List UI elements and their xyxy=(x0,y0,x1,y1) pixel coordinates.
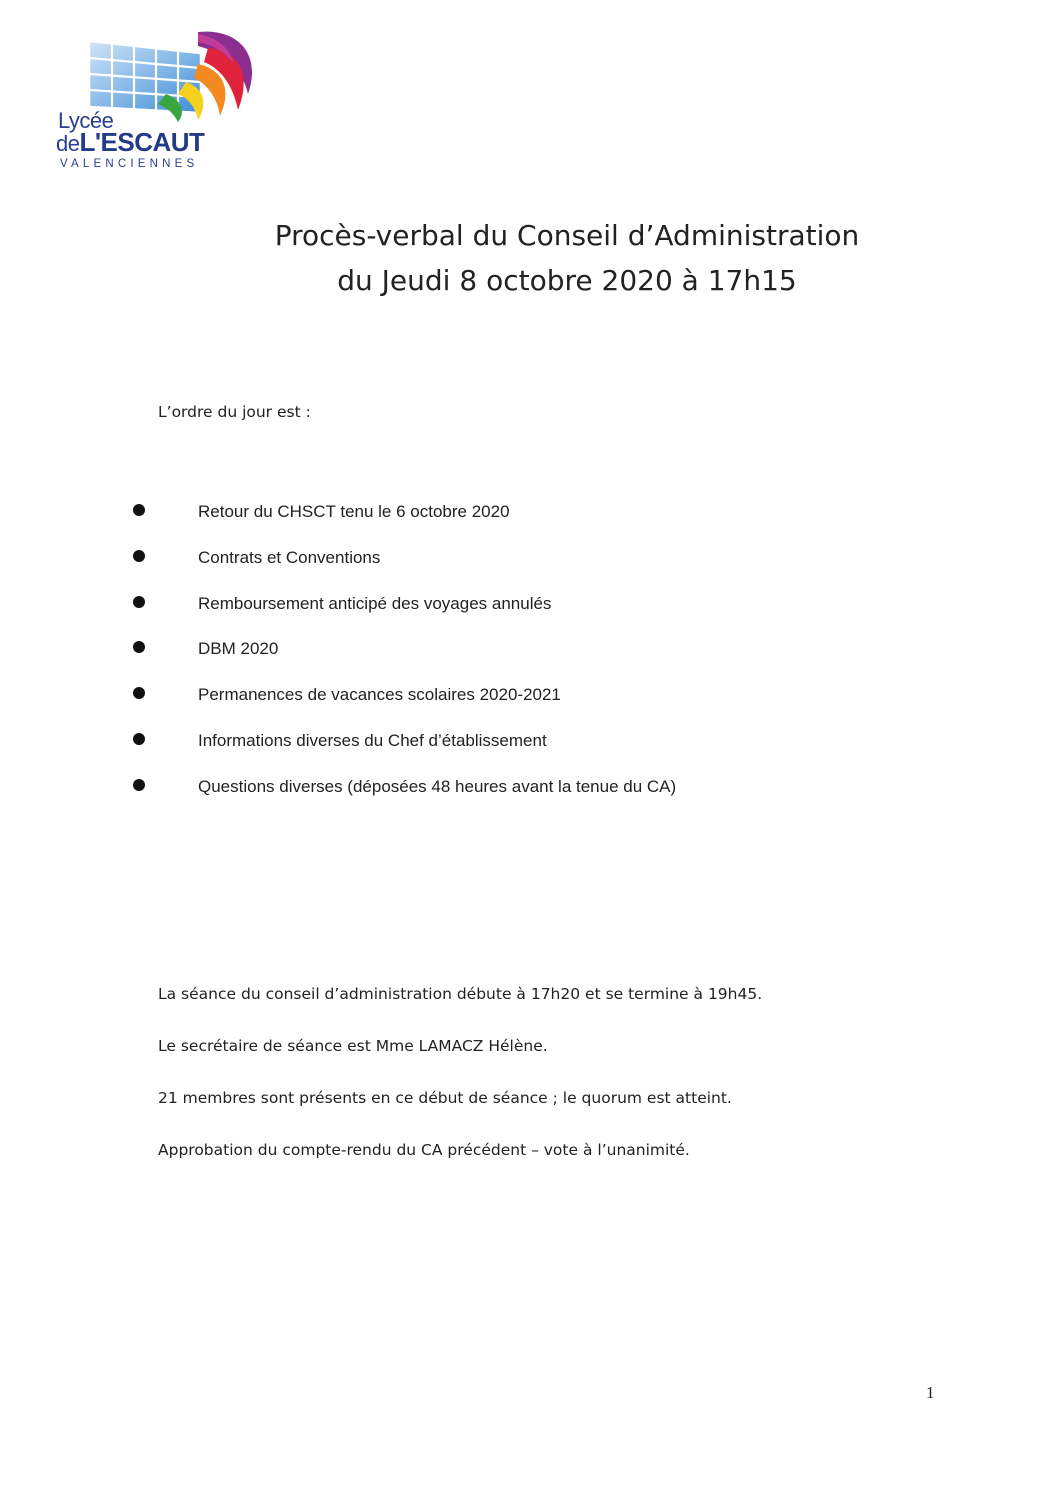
agenda-item-text: Contrats et Conventions xyxy=(198,547,381,567)
bullet-icon xyxy=(133,596,145,608)
title-line-1: Procès-verbal du Conseil d’Administration xyxy=(274,219,860,252)
agenda-item-text: Informations diverses du Chef d’établissement xyxy=(198,730,547,750)
bullet-icon xyxy=(133,779,145,791)
session-times-paragraph: La séance du conseil d’administration débute à 17h20 et se termine à 19h45. xyxy=(158,985,763,1003)
agenda-item-text: Remboursement anticipé des voyages annulés xyxy=(198,593,552,613)
secretary-paragraph: Le secrétaire de séance est Mme LAMACZ Hélène. xyxy=(158,1037,548,1055)
bullet-icon xyxy=(133,550,145,562)
logo-text-de: de xyxy=(56,131,80,156)
logo-text-name xyxy=(56,128,204,161)
logo-text-city: VALENCIENNES xyxy=(60,158,199,170)
page-number: 1 xyxy=(926,1383,935,1402)
school-logo xyxy=(48,24,258,174)
bullet-icon xyxy=(133,733,145,745)
agenda-item-text: Permanences de vacances scolaires 2020-2021 xyxy=(198,685,561,705)
title-line-2: du Jeudi 8 octobre 2020 à 17h15 xyxy=(337,264,797,297)
logo-text-lycee: Lycée xyxy=(58,108,114,133)
approval-paragraph: Approbation du compte-rendu du CA précédent – vote à l’unanimité. xyxy=(158,1141,690,1159)
bullet-icon xyxy=(133,504,145,516)
agenda-intro: L’ordre du jour est : xyxy=(158,403,311,421)
quorum-paragraph: 21 membres sont présents en ce début de séance ; le quorum est atteint. xyxy=(158,1089,732,1107)
agenda-item-text: Retour du CHSCT tenu le 6 octobre 2020 xyxy=(198,502,510,521)
logo-text-escaut: L'ESCAUT xyxy=(79,127,205,157)
agenda-item-text: DBM 2020 xyxy=(198,639,279,659)
agenda-item-text: Questions diverses (déposées 48 heures avant la tenue du CA) xyxy=(198,776,677,796)
bullet-icon xyxy=(133,641,145,653)
document-title xyxy=(0,213,1058,303)
bullet-icon xyxy=(133,687,145,699)
